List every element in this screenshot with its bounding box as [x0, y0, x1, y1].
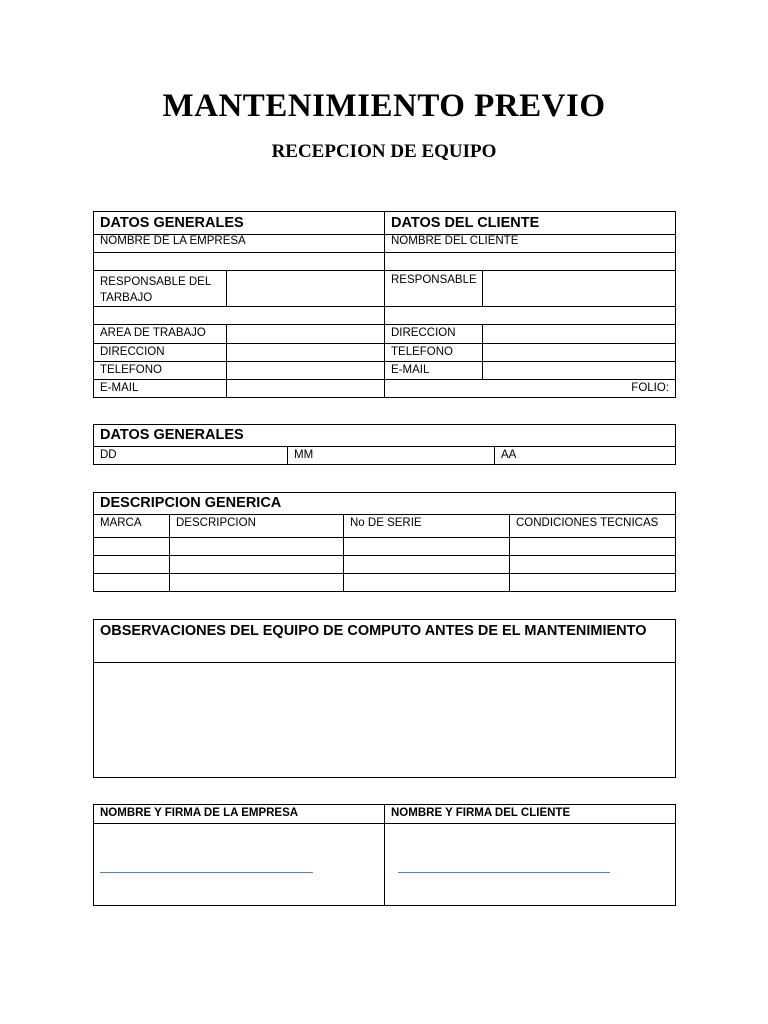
firma-cliente-field[interactable]	[385, 824, 676, 906]
table-cell[interactable]	[94, 574, 170, 592]
table-cell[interactable]	[510, 574, 676, 592]
blank-field-left[interactable]	[94, 307, 385, 325]
page-title: MANTENIMIENTO PREVIO	[162, 88, 606, 124]
email-cliente-label: E-MAIL	[385, 362, 483, 380]
direccion-cliente-field[interactable]	[483, 325, 676, 344]
table-cell[interactable]	[510, 556, 676, 574]
date-table	[93, 424, 676, 465]
general-data-table	[93, 211, 676, 398]
datos-cliente-header: DATOS DEL CLIENTE	[385, 212, 676, 235]
table-cell[interactable]	[94, 556, 170, 574]
email-cliente-field[interactable]	[483, 362, 676, 380]
direccion-field[interactable]	[227, 344, 385, 362]
datos-generales-header: DATOS GENERALES	[94, 212, 385, 235]
email-label: E-MAIL	[94, 380, 227, 398]
signature-line	[398, 872, 610, 873]
telefono-label: TELEFONO	[94, 362, 227, 380]
signature-table	[93, 804, 676, 906]
direccion-label: DIRECCION	[94, 344, 227, 362]
empresa-name-field[interactable]	[94, 253, 385, 271]
table-cell[interactable]	[94, 538, 170, 556]
datos-generales-date-header: DATOS GENERALES	[94, 425, 676, 447]
table-cell[interactable]	[510, 538, 676, 556]
area-trabajo-field[interactable]	[227, 325, 385, 344]
observaciones-field[interactable]	[94, 663, 676, 778]
table-row	[94, 574, 676, 592]
firma-empresa-field[interactable]	[94, 824, 385, 906]
table-cell[interactable]	[170, 556, 344, 574]
cliente-name-field[interactable]	[385, 253, 676, 271]
responsable-field[interactable]	[483, 271, 676, 307]
folio-label: FOLIO:	[385, 380, 676, 398]
empresa-name-label: NOMBRE DE LA EMPRESA	[94, 235, 385, 253]
firma-empresa-label: NOMBRE Y FIRMA DE LA EMPRESA	[94, 805, 385, 824]
direccion-cliente-label: DIRECCION	[385, 325, 483, 344]
responsable-label: RESPONSABLE	[385, 271, 483, 307]
table-cell[interactable]	[170, 574, 344, 592]
year-field[interactable]: AA	[495, 447, 676, 465]
email-field[interactable]	[227, 380, 385, 398]
descripcion-generica-header: DESCRIPCION GENERICA	[94, 493, 676, 515]
column-header-condiciones: CONDICIONES TECNICAS	[510, 515, 676, 538]
table-cell[interactable]	[170, 538, 344, 556]
column-header-descripcion: DESCRIPCION	[170, 515, 344, 538]
responsable-trabajo-field[interactable]	[227, 271, 385, 307]
blank-field-right[interactable]	[385, 307, 676, 325]
responsable-trabajo-label: RESPONSABLE DEL TARBAJO	[94, 271, 227, 307]
day-field[interactable]: DD	[94, 447, 288, 465]
observations-table	[93, 619, 676, 778]
area-trabajo-label: AREA DE TRABAJO	[94, 325, 227, 344]
telefono-cliente-field[interactable]	[483, 344, 676, 362]
table-cell[interactable]	[344, 574, 510, 592]
column-header-marca: MARCA	[94, 515, 170, 538]
observaciones-header: OBSERVACIONES DEL EQUIPO DE COMPUTO ANTES DE EL MANTENIMIENTO	[94, 620, 676, 663]
table-cell[interactable]	[344, 556, 510, 574]
telefono-cliente-label: TELEFONO	[385, 344, 483, 362]
signature-line	[100, 872, 313, 873]
table-row	[94, 556, 676, 574]
month-field[interactable]: MM	[288, 447, 495, 465]
page-subtitle: RECEPCION DE EQUIPO	[271, 141, 497, 162]
equipment-description-table	[93, 492, 676, 592]
column-header-serie: No DE SERIE	[344, 515, 510, 538]
cliente-name-label: NOMBRE DEL CLIENTE	[385, 235, 676, 253]
firma-cliente-label: NOMBRE Y FIRMA DEL CLIENTE	[385, 805, 676, 824]
table-cell[interactable]	[344, 538, 510, 556]
table-row	[94, 538, 676, 556]
telefono-field[interactable]	[227, 362, 385, 380]
